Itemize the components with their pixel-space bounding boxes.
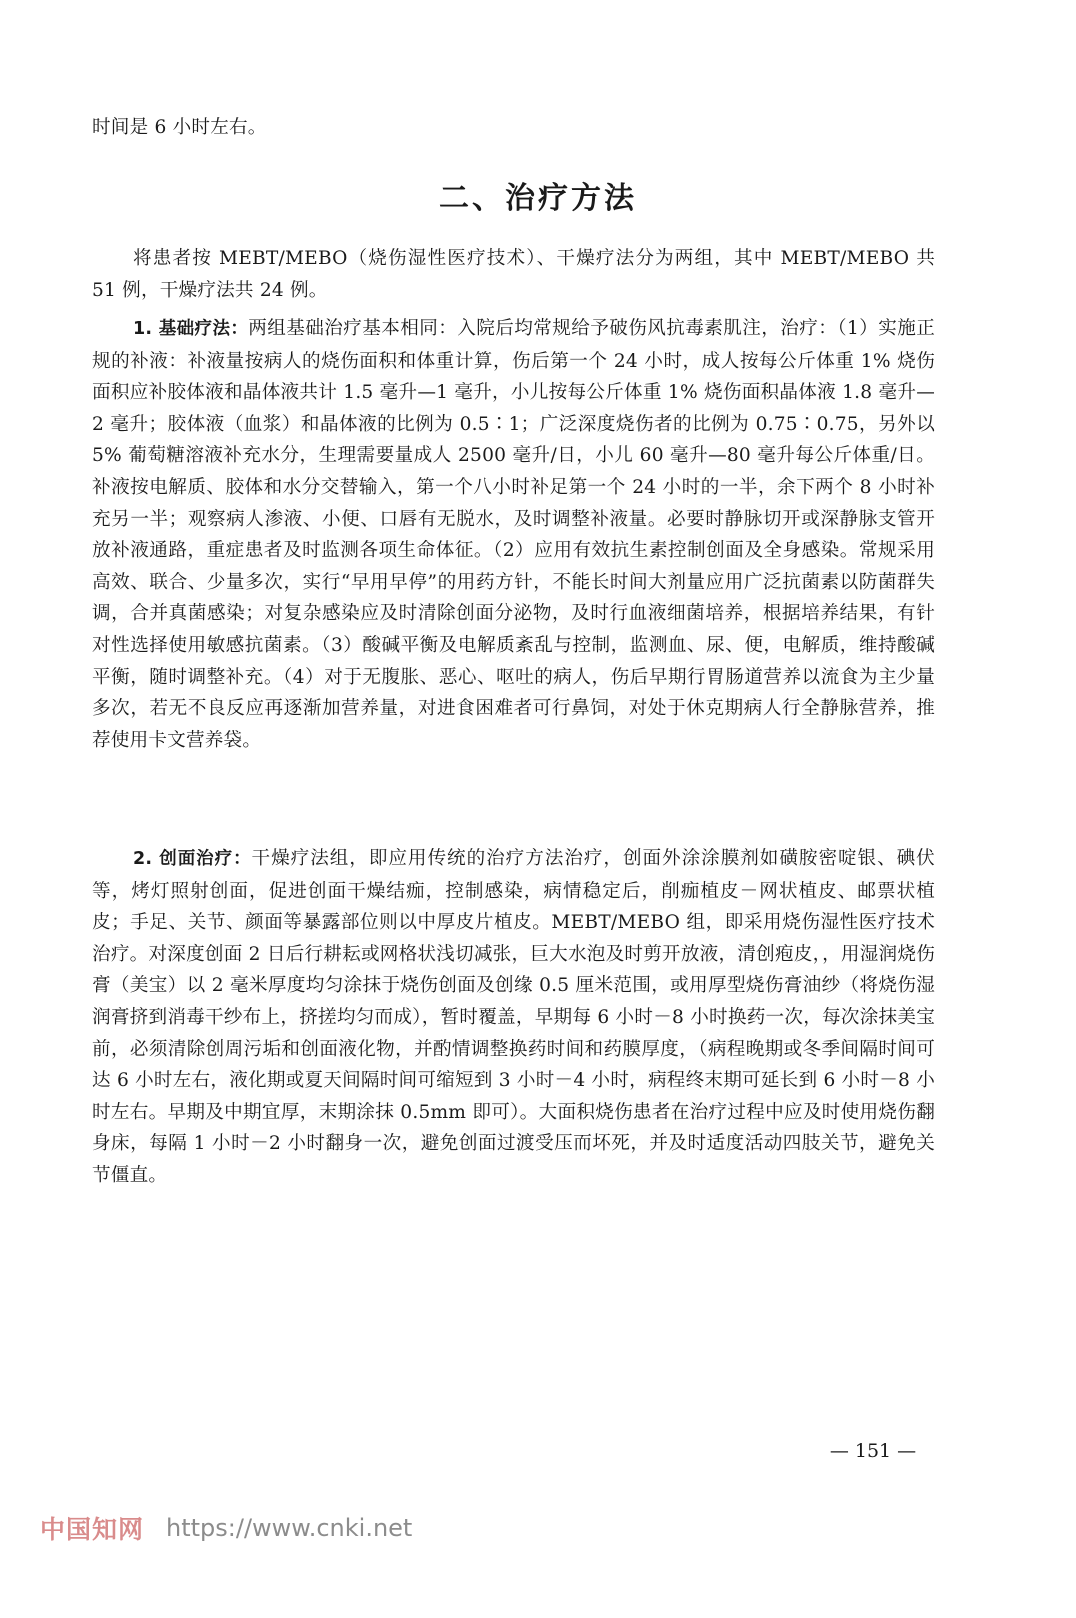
intro-line: 时间是 6 小时左右。 [92, 117, 267, 138]
basic-therapy-heading: 1. 基础疗法： [133, 319, 249, 339]
paragraph-groups: 将患者按 MEBT/MEBO（烧伤湿性医疗技术）、干燥疗法分为两组，其中 MEBT/MEBO 共 51 例，干燥疗法共 24 例。 [92, 248, 935, 301]
wound-therapy-text: 干燥疗法组，即应用传统的治疗方法治疗，创面外涂涂膜剂如磺胺密啶银、碘伏等，烤灯照射创面，促进创面干燥结痂，控制感染，病情稳定后，削痂植皮－网状植皮、邮票状植皮；手足、关节、颜面等暴露部位则以中厚皮片植皮。MEBT/MEBO 组，即采用烧伤湿性医疗技术治疗。对深度创面 2 日后行耕耘或网格状浅切减张，巨大水泡及时剪开放液，清创疱皮，，用湿润烧伤膏（美宝）以 2 毫米厚度均匀涂抹于烧伤创面及创缘 0.5 厘米范围，或用厚型烧伤膏油纱（将烧伤湿润膏挤到消毒干纱布上，挤搓均匀而成），暂时覆盖，早期每 6 小时－8 小时换药一次，每次涂抹美宝前，必须清除创周污垢和创面液化物，并酌情调整换药时间和药膜厚度，（病程晚期或冬季间隔时间可达 6 小时左右，液化期或夏天间隔时间可缩短到 3 小时－4 小时，病程终末期可延长到 6 小时－8 小时左右。早期及中期宜厚，末期涂抹 0.5mm 即可）。大面积烧伤患者在治疗过程中应及时使用烧伤翻身床，每隔 1 小时－2 小时翻身一次，避免创面过渡受压而坏死，并及时适度活动四肢关节，避免关节僵直。 [92, 848, 935, 1186]
paragraph-wound-therapy [92, 843, 935, 1192]
basic-therapy-text: 两组基础治疗基本相同：入院后均常规给予破伤风抗毒素肌注，治疗：（1）实施正规的补液：补液量按病人的烧伤面积和体重计算，伤后第一个 24 小时，成人按每公斤体重 1% 烧伤面积应补胶体液和晶体液共计 1.5 毫升—1 毫升，小儿按每公斤体重 1% 烧伤面积晶体液 1.8 毫升—2 毫升；胶体液（血浆）和晶体液的比例为 0.5∶1；广泛深度烧伤者的比例为 0.75∶0.75，另外以 5% 葡萄糖溶液补充水分，生理需要量成人 2500 毫升/日，小儿 60 毫升—80 毫升每公斤体重/日。补液按电解质、胶体和水分交替输入，第一个八小时补足第一个 24 小时的一半，余下两个 8 小时补充另一半；观察病人渗液、小便、口唇有无脱水，及时调整补液量。必要时静脉切开或深静脉支管开放补液通路，重症患者及时监测各项生命体征。（2）应用有效抗生素控制创面及全身感染。常规采用高效、联合、少量多次，实行“早用早停”的用药方针，不能长时间大剂量应用广泛抗菌素以防菌群失调，合并真菌感染；对复杂感染应及时清除创面分泌物，及时行血液细菌培养，根据培养结果，有针对性选择使用敏感抗菌素。（3）酸碱平衡及电解质紊乱与控制，监测血、尿、便，电解质，维持酸碱平衡，随时调整补充。（4）对于无腹胀、恶心、呕吐的病人，伤后早期行胃肠道营养以流食为主少量多次，若无不良反应再逐渐加营养量，对进食困难者可行鼻饲，对处于休克期病人行全静脉营养，推荐使用卡文营养袋。 [92, 318, 935, 751]
paragraph-basic-therapy [92, 313, 935, 756]
cnki-logo: 中国知网 [40, 1515, 145, 1544]
watermark-footer [40, 1508, 412, 1548]
section-title: 二、治疗方法 [439, 181, 637, 216]
cnki-url[interactable]: https://www.cnki.net [166, 1514, 413, 1542]
wound-therapy-heading: 2. 创面治疗： [133, 849, 252, 869]
page-number: — 151 — [829, 1440, 917, 1462]
